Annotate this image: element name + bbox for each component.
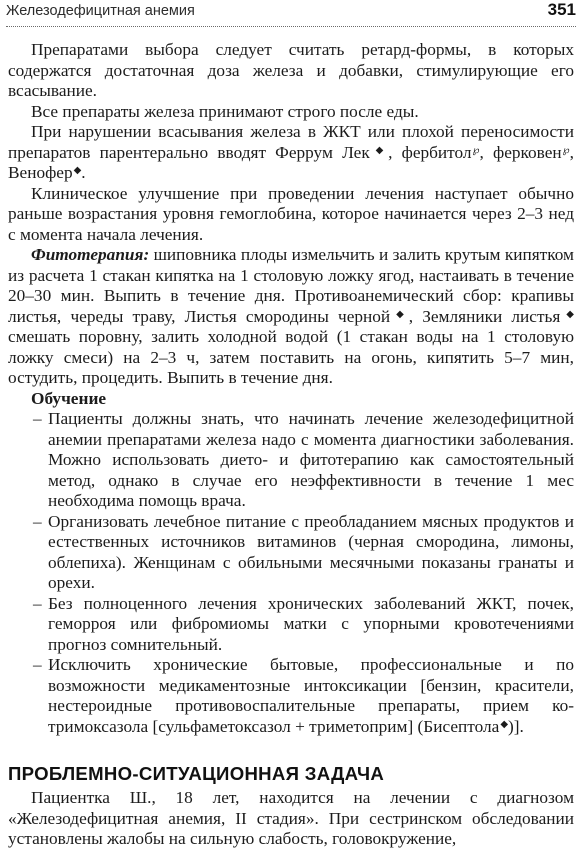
body-text (8, 40, 574, 737)
paragraph-phytotherapy (8, 245, 574, 389)
paragraph-clinical-improvement: Клиническое улучшение при проведении лечения наступает обычно раньше возрастания уровня гемоглобина, которое начинается через 2–3 нед с момента начала лечения. (8, 183, 574, 244)
diamond-mark: ◆ (391, 308, 409, 320)
section-heading: ПРОБЛЕМНО-СИТУАЦИОННАЯ ЗАДАЧА (8, 763, 385, 784)
training-heading: Обучение (31, 388, 107, 408)
list-item-text: Без полноценного лечения хронических заболеваний ЖКТ, почек, геморроя или фибромиомы матки с упорными кровотечениями прогноз сомнительный. (48, 593, 574, 654)
paragraph-retard-forms: Препаратами выбора следует считать ретард-формы, в которых содержатся достаточная доза железа и добавки, стимулирующие его всасывание. (8, 40, 574, 100)
dash-marker: – (33, 593, 42, 613)
list-item-text: Исключить хронические бытовые, профессиональные и по возможности медикаментозные интоксикации [бензин, красители, нестероидные противовоспалительные препараты, прием ко-тримоксазола [сульфаметоксазол + триметоприм] (Бисептола (48, 655, 574, 736)
paragraph-text: . (81, 163, 86, 182)
training-list (8, 409, 574, 737)
paragraph-text: шиповника плоды измельчить и залить крутым кипятком из расчета 1 стакан кипятка на 1 столовую ложку ягод, настаивать в течение 20–30 мин. Выпить в течение дня. Противоанемический сбор: крапивы листья, череды траву, Листья смородины черной (8, 245, 574, 326)
list-item-text: Организовать лечебное питание с преобладанием мясных продуктов и естественных источников витаминов (черная смородина, лимоны, облепиха). Женщинам с обильными месячными показаны гранаты и орехи. (48, 511, 574, 592)
list-item (33, 594, 574, 656)
dash-marker: – (33, 409, 42, 428)
paragraph-text: , фербитол (388, 142, 472, 162)
diamond-mark: ◆ (73, 165, 82, 176)
list-item (33, 409, 574, 512)
diamond-mark: ◆ (561, 308, 574, 320)
paragraph-text: , ферковен (479, 142, 562, 162)
paragraph-after-meal: Все препараты железа принимают строго после еды. (31, 101, 419, 121)
list-item (33, 512, 574, 594)
paragraph-text: смешать поровну, залить холодной водой (1 стакан воды на 1 столовую ложку смеси) на 2–3 ч, затем поставить на огонь, кипятить 5–7 мин, остудить, процедить. Выпить в течение дня. (8, 327, 574, 387)
paragraph-text: , Земляники листья (408, 306, 561, 326)
ring-mark: ℘ (562, 144, 570, 156)
paragraph-text: , Венофер (8, 142, 574, 182)
task-text (8, 788, 574, 850)
dash-marker: – (33, 511, 42, 531)
page-number: 351 (547, 0, 576, 19)
paragraph-parenteral (8, 122, 574, 184)
phytotherapy-label: Фитотерапия: (31, 245, 150, 264)
running-title: Железодефицитная анемия (6, 3, 195, 19)
list-item (33, 655, 574, 737)
diamond-mark: ◆ (500, 718, 509, 730)
task-paragraph: Пациентка Ш., 18 лет, находится на лечении с диагнозом «Железодефицитная анемия, II стадия». При сестринском обследовании установлены жалобы на сильную слабость, головокружение, (8, 788, 574, 848)
ring-mark: ℘ (472, 144, 480, 156)
running-head (6, 0, 576, 27)
list-item-text: Пациенты должны знать, что начинать лечение железодефицитной анемии препаратами железа надо с момента диагностики заболевания. Можно использовать дието- и фитотерапию как самостоятельный метод, однако в случае его неэффективности в течение 1 мес необходима помощь врача. (48, 409, 574, 510)
diamond-mark: ◆ (370, 144, 389, 156)
list-item-text: )]. (508, 716, 524, 736)
paragraph-text: При нарушении всасывания железа в ЖКТ или плохой переносимости препаратов парентерально вводят Феррум Лек (8, 122, 574, 162)
dash-marker: – (33, 655, 42, 674)
